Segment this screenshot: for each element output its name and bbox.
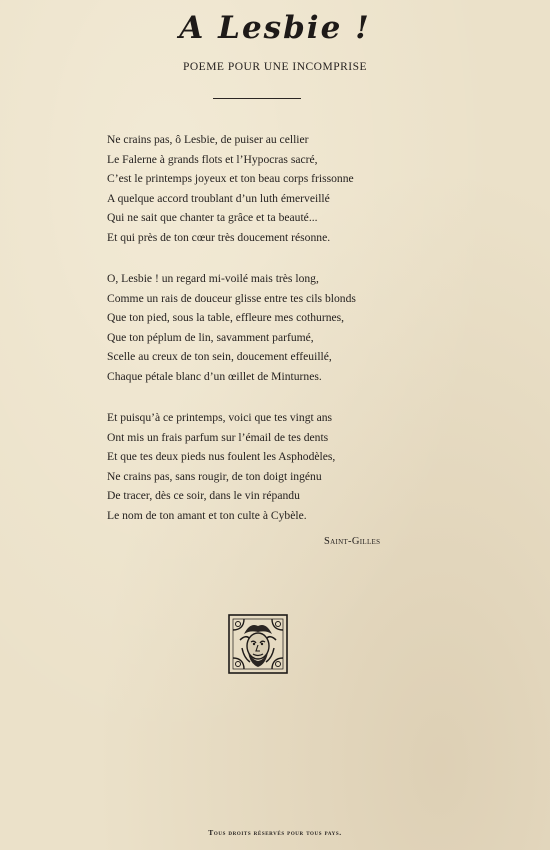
poem-subtitle: POEME POUR UNE INCOMPRISE bbox=[182, 61, 368, 73]
poem-title: A Lesbie ! bbox=[179, 10, 371, 46]
poem-line: Scelle au creux de ton sein, doucement effeuillé, bbox=[107, 350, 332, 364]
poem-line: Qui ne sait que chanter ta grâce et ta beauté... bbox=[107, 211, 318, 225]
poem-line: Que ton péplum de lin, savamment parfumé, bbox=[107, 330, 314, 344]
poem-line: Le Falerne à grands flots et l’Hypocras sacré, bbox=[107, 152, 318, 166]
poem-line: Le nom de ton amant et ton culte à Cybèle. bbox=[107, 508, 307, 522]
poem-line: Et qui près de ton cœur très doucement résonne. bbox=[107, 230, 331, 244]
poem-line: O, Lesbie ! un regard mi-voilé mais très long, bbox=[107, 272, 319, 285]
poem-line: Ne crains pas, ô Lesbie, de puiser au cellier bbox=[107, 133, 309, 146]
author-signature: Saint-Gilles bbox=[324, 536, 381, 547]
faun-mask-vignette-icon bbox=[226, 612, 290, 676]
title-divider bbox=[213, 98, 301, 99]
poem-line: Que ton pied, sous la table, effleure mes cothurnes, bbox=[107, 311, 345, 325]
poem-line: Et que tes deux pieds nus foulent les Asphodèles, bbox=[107, 450, 336, 464]
poem-line: Et puisqu’à ce printemps, voici que tes vingt ans bbox=[107, 411, 333, 424]
poem-line: Comme un rais de douceur glisse entre tes cils blonds bbox=[107, 291, 356, 305]
poem-line: Ont mis un frais parfum sur l’émail de tes dents bbox=[107, 430, 329, 444]
stanza-3 bbox=[107, 408, 437, 526]
stanza-2 bbox=[107, 269, 437, 387]
poem-line: A quelque accord troublant d’un luth émerveillé bbox=[107, 191, 330, 205]
poem-line: C’est le printemps joyeux et ton beau corps frissonne bbox=[107, 172, 354, 186]
poem-line: De tracer, dès ce soir, dans le vin répandu bbox=[107, 489, 300, 503]
stanza-1 bbox=[107, 130, 437, 248]
poem-line: Chaque pétale blanc d’un œillet de Minturnes. bbox=[107, 369, 322, 383]
poem-line: Ne crains pas, sans rougir, de ton doigt ingénu bbox=[107, 469, 322, 483]
copyright-footer: Tous droits réservés pour tous pays. bbox=[208, 828, 342, 837]
